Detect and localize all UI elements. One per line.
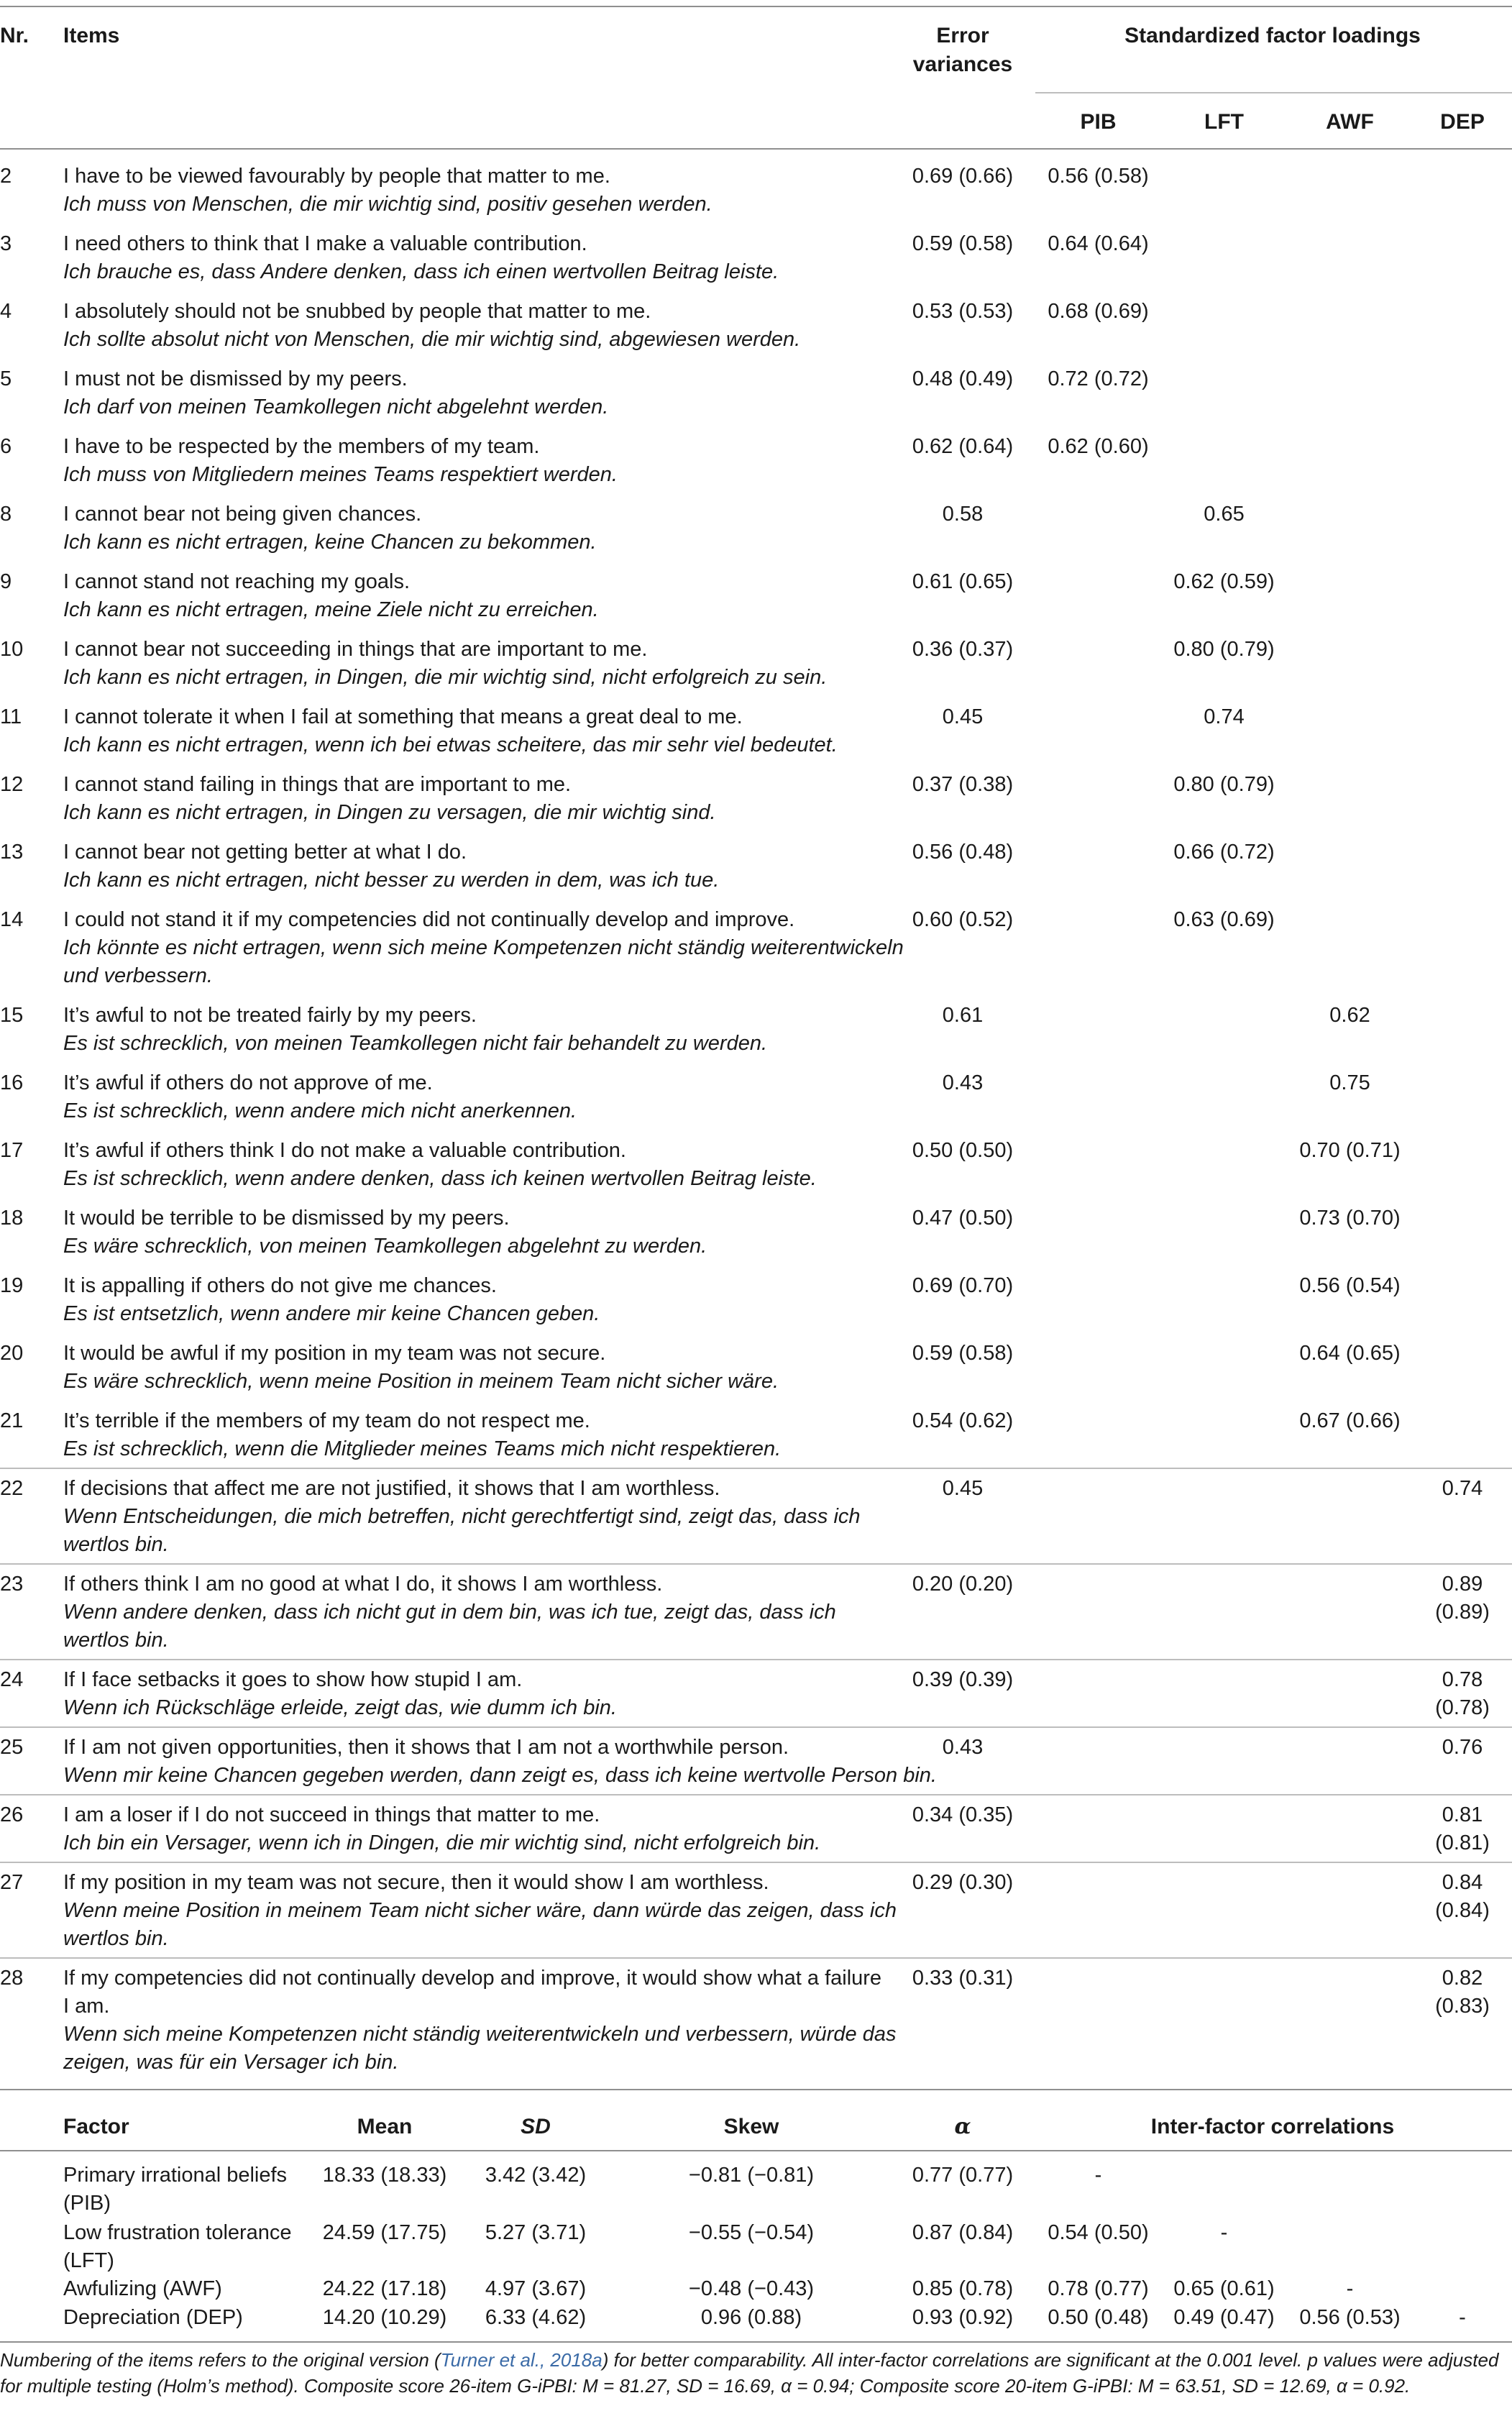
loading-awf: 0.75 [1329, 1071, 1370, 1094]
error-variance: 0.43 [942, 1071, 984, 1094]
item-text-en: I cannot bear not succeeding in things that are important to me. [63, 638, 648, 661]
factor-name: Depreciation (DEP) [63, 2306, 243, 2329]
item-number: 3 [0, 232, 12, 255]
item-text-en: I must not be dismissed by my peers. [63, 367, 408, 390]
loading-pib: 0.56 (0.58) [1048, 165, 1149, 188]
error-variance: 0.56 (0.48) [912, 841, 1014, 864]
header-items: Items [63, 24, 120, 47]
loading-pib: 0.64 (0.64) [1048, 232, 1149, 255]
row-separator-rule [0, 1726, 1512, 1728]
row-separator-rule [0, 1794, 1512, 1795]
t2-header-skew: Skew [723, 2115, 779, 2138]
item-number: 10 [0, 638, 24, 661]
item-number: 22 [0, 1477, 24, 1500]
item-text-de: Es ist entsetzlich, wenn andere mir keine Chancen geben. [63, 1302, 600, 1325]
error-variance: 0.45 [942, 705, 984, 728]
row-separator-rule [0, 1957, 1512, 1959]
item-text-de: Es ist schrecklich, wenn die Mitglieder meines Teams mich nicht respektieren. [63, 1437, 782, 1460]
error-variance: 0.62 (0.64) [912, 435, 1014, 458]
loading-lft: 0.62 (0.59) [1173, 570, 1275, 593]
factor-name: (LFT) [63, 2249, 114, 2272]
header-pib: PIB [1080, 110, 1117, 134]
item-text-en: It would be terrible to be dismissed by my peers. [63, 1207, 510, 1230]
item-number: 12 [0, 773, 24, 796]
item-number: 2 [0, 165, 12, 188]
factor-alpha: 0.77 (0.77) [912, 2164, 1014, 2187]
loading-awf: 0.73 (0.70) [1299, 1207, 1401, 1230]
loading-lft: 0.65 [1204, 503, 1245, 526]
item-text-de: Ich kann es nicht ertragen, in Dingen zu versagen, die mir wichtig sind. [63, 801, 716, 824]
header-dep: DEP [1440, 110, 1485, 134]
factor-mean: 18.33 (18.33) [322, 2164, 447, 2187]
footnote-reference-link[interactable]: Turner et al., 2018a [440, 2349, 602, 2371]
error-variance: 0.34 (0.35) [912, 1803, 1014, 1826]
header-error-variances-2: variances [912, 52, 1013, 76]
error-variance: 0.47 (0.50) [912, 1207, 1014, 1230]
row-separator-rule [0, 1468, 1512, 1469]
item-text-de: Ich muss von Mitgliedern meines Teams respektiert werden. [63, 463, 618, 486]
error-variance: 0.43 [942, 1736, 984, 1759]
table2-bottom-rule [0, 2341, 1512, 2343]
factor-mean: 14.20 (10.29) [322, 2306, 447, 2329]
error-variance: 0.37 (0.38) [912, 773, 1014, 796]
factor-alpha: 0.85 (0.78) [912, 2277, 1014, 2300]
item-text-de: Ich bin ein Versager, wenn ich in Dingen, die mir wichtig sind, nicht erfolgreich bin. [63, 1831, 821, 1854]
item-number: 18 [0, 1207, 24, 1230]
row-separator-rule [0, 1862, 1512, 1863]
factor-mean: 24.59 (17.75) [322, 2221, 447, 2244]
loading-awf: 0.70 (0.71) [1299, 1139, 1401, 1162]
item-number: 26 [0, 1803, 24, 1826]
item-number: 20 [0, 1342, 24, 1365]
factor-name: Low frustration tolerance [63, 2221, 292, 2244]
item-text-en: I cannot stand not reaching my goals. [63, 570, 411, 593]
item-text-de: Ich kann es nicht ertragen, wenn ich bei etwas scheitere, das mir sehr viel bedeutet. [63, 733, 838, 756]
factor-sd: 4.97 (3.67) [485, 2277, 587, 2300]
loading-dep: 0.89 [1442, 1573, 1483, 1596]
item-number: 28 [0, 1967, 24, 1990]
error-variance: 0.29 (0.30) [912, 1871, 1014, 1894]
item-text-de: Ich darf von meinen Teamkollegen nicht abgelehnt werden. [63, 395, 609, 418]
item-number: 21 [0, 1409, 24, 1432]
t2-header-factor: Factor [63, 2115, 129, 2138]
item-text-en: It would be awful if my position in my team was not secure. [63, 1342, 606, 1365]
item-text-en: I have to be viewed favourably by people that matter to me. [63, 165, 610, 188]
item-text-en: I cannot bear not being given chances. [63, 503, 422, 526]
error-variance: 0.61 (0.65) [912, 570, 1014, 593]
error-variance: 0.58 [942, 503, 984, 526]
item-text-de: Ich sollte absolut nicht von Menschen, die mir wichtig sind, abgewiesen werden. [63, 328, 801, 351]
factor-correlation: - [1459, 2306, 1466, 2329]
item-text-de: und verbessern. [63, 964, 213, 987]
table2-top-rule [0, 2089, 1512, 2090]
item-text-en: It is appalling if others do not give me chances. [63, 1274, 497, 1297]
error-variance: 0.45 [942, 1477, 984, 1500]
item-text-en: I need others to think that I make a valuable contribution. [63, 232, 587, 255]
item-text-en: If I face setbacks it goes to show how stupid I am. [63, 1668, 523, 1691]
item-number: 24 [0, 1668, 24, 1691]
item-text-de: Wenn andere denken, dass ich nicht gut in dem bin, was ich tue, zeigt das, dass ich [63, 1601, 836, 1624]
header-awf: AWF [1326, 110, 1374, 134]
loading-pib: 0.68 (0.69) [1048, 300, 1149, 323]
error-variance: 0.33 (0.31) [912, 1967, 1014, 1990]
item-number: 4 [0, 300, 12, 323]
header-nr: Nr. [0, 24, 29, 47]
footnote-line-1 [0, 2347, 1512, 2373]
error-variance: 0.60 (0.52) [912, 908, 1014, 931]
item-text-de: Ich könnte es nicht ertragen, wenn sich meine Kompetenzen nicht ständig weiterentwickeln [63, 936, 904, 959]
loading-dep: (0.78) [1435, 1696, 1490, 1719]
item-number: 11 [0, 705, 22, 728]
item-text-de: Wenn sich meine Kompetenzen nicht ständig weiterentwickeln und verbessern, würde das [63, 2023, 897, 2046]
factor-sd: 5.27 (3.71) [485, 2221, 587, 2244]
item-text-en: I am a loser if I do not succeed in things that matter to me. [63, 1803, 600, 1826]
item-text-en: If my position in my team was not secure, then it would show I am worthless. [63, 1871, 769, 1894]
item-text-en: If others think I am no good at what I do, it shows I am worthless. [63, 1573, 663, 1596]
error-variance: 0.59 (0.58) [912, 232, 1014, 255]
item-text-en: I am. [63, 1995, 110, 2018]
loading-awf: 0.67 (0.66) [1299, 1409, 1401, 1432]
item-number: 14 [0, 908, 24, 931]
loadings-subheader-rule [1035, 92, 1512, 93]
loading-dep: 0.84 [1442, 1871, 1483, 1894]
loading-lft: 0.80 (0.79) [1173, 638, 1275, 661]
loading-dep: (0.81) [1435, 1831, 1490, 1854]
loading-lft: 0.80 (0.79) [1173, 773, 1275, 796]
footnote-line-1-pre: Numbering of the items refers to the original version ( [0, 2349, 441, 2371]
loading-pib: 0.72 (0.72) [1048, 367, 1149, 390]
loading-dep: 0.76 [1442, 1736, 1483, 1759]
item-text-de: Ich kann es nicht ertragen, keine Chancen zu bekommen. [63, 531, 597, 554]
t2-header-correlations: Inter-factor correlations [1150, 2115, 1395, 2138]
header-error-variances-1: Error [936, 24, 989, 47]
error-variance: 0.69 (0.66) [912, 165, 1014, 188]
item-text-de: wertlos bin. [63, 1533, 169, 1556]
loading-pib: 0.62 (0.60) [1048, 435, 1149, 458]
item-number: 25 [0, 1736, 24, 1759]
loading-dep: (0.84) [1435, 1899, 1490, 1922]
item-text-en: It’s terrible if the members of my team do not respect me. [63, 1409, 590, 1432]
factor-skew: 0.96 (0.88) [700, 2306, 802, 2329]
factor-sd: 3.42 (3.42) [485, 2164, 587, 2187]
factor-correlation: - [1346, 2277, 1354, 2300]
item-number: 23 [0, 1573, 24, 1596]
item-text-de: Ich kann es nicht ertragen, meine Ziele nicht zu erreichen. [63, 598, 599, 621]
factor-correlation: 0.65 (0.61) [1173, 2277, 1275, 2300]
item-number: 15 [0, 1004, 24, 1027]
footnote-line-1-post: ) for better comparability. All inter-factor correlations are significant at the 0.001 level. p values were adjusted [602, 2349, 1499, 2371]
loading-dep: 0.74 [1442, 1477, 1483, 1500]
item-text-de: Es ist schrecklich, wenn andere denken, dass ich keinen wertvollen Beitrag leiste. [63, 1167, 817, 1190]
loading-lft: 0.74 [1204, 705, 1245, 728]
factor-sd: 6.33 (4.62) [485, 2306, 587, 2329]
header-lft: LFT [1204, 110, 1244, 134]
item-number: 16 [0, 1071, 24, 1094]
error-variance: 0.20 (0.20) [912, 1573, 1014, 1596]
t2-header-mean: Mean [357, 2115, 413, 2138]
table2-header-rule [0, 2150, 1512, 2151]
factor-correlation: 0.56 (0.53) [1299, 2306, 1401, 2329]
item-text-en: It’s awful if others think I do not make a valuable contribution. [63, 1139, 626, 1162]
item-text-en: I could not stand it if my competencies did not continually develop and improve. [63, 908, 795, 931]
item-text-de: Es ist schrecklich, wenn andere mich nicht anerkennen. [63, 1099, 577, 1122]
factor-correlation: 0.50 (0.48) [1048, 2306, 1149, 2329]
item-text-en: It’s awful if others do not approve of me. [63, 1071, 433, 1094]
factor-alpha: 0.87 (0.84) [912, 2221, 1014, 2244]
error-variance: 0.48 (0.49) [912, 367, 1014, 390]
loading-lft: 0.66 (0.72) [1173, 841, 1275, 864]
item-text-de: Ich kann es nicht ertragen, nicht besser zu werden in dem, was ich tue. [63, 869, 720, 892]
table1-top-rule [0, 6, 1512, 7]
header-factor-loadings: Standardized factor loadings [1124, 24, 1421, 47]
factor-skew: −0.55 (−0.54) [688, 2221, 815, 2244]
item-text-de: Ich kann es nicht ertragen, in Dingen, die mir wichtig sind, nicht erfolgreich zu sein. [63, 666, 828, 689]
item-text-en: I cannot tolerate it when I fail at something that means a great deal to me. [63, 705, 743, 728]
item-text-en: It’s awful to not be treated fairly by my peers. [63, 1004, 477, 1027]
loading-dep: (0.83) [1435, 1995, 1490, 2018]
factor-correlation: 0.49 (0.47) [1173, 2306, 1275, 2329]
item-number: 17 [0, 1139, 24, 1162]
item-text-en: I have to be respected by the members of my team. [63, 435, 540, 458]
item-number: 13 [0, 841, 24, 864]
error-variance: 0.54 (0.62) [912, 1409, 1014, 1432]
factor-correlation: - [1094, 2164, 1102, 2187]
item-text-de: Ich brauche es, dass Andere denken, dass ich einen wertvollen Beitrag leiste. [63, 260, 779, 283]
item-text-en: I cannot stand failing in things that are important to me. [63, 773, 572, 796]
item-number: 6 [0, 435, 12, 458]
loading-dep: 0.78 [1442, 1668, 1483, 1691]
factor-skew: −0.81 (−0.81) [688, 2164, 815, 2187]
t2-header-sd: SD [521, 2115, 551, 2138]
table1-header-rule [0, 148, 1512, 150]
item-text-de: Wenn mir keine Chancen gegeben werden, dann zeigt es, dass ich keine wertvolle Person bin. [63, 1764, 937, 1787]
item-text-en: If decisions that affect me are not justified, it shows that I am worthless. [63, 1477, 720, 1500]
item-text-de: wertlos bin. [63, 1629, 169, 1652]
item-text-en: I cannot bear not getting better at what I do. [63, 841, 467, 864]
item-text-de: Wenn Entscheidungen, die mich betreffen, nicht gerechtfertigt sind, zeigt das, dass ich [63, 1505, 861, 1528]
error-variance: 0.61 [942, 1004, 984, 1027]
error-variance: 0.59 (0.58) [912, 1342, 1014, 1365]
item-number: 27 [0, 1871, 24, 1894]
factor-skew: −0.48 (−0.43) [688, 2277, 815, 2300]
item-text-de: Wenn meine Position in meinem Team nicht sicher wäre, dann würde das zeigen, dass ich [63, 1899, 897, 1922]
item-text-de: Es wäre schrecklich, von meinen Teamkollegen abgelehnt zu werden. [63, 1235, 707, 1258]
factor-mean: 24.22 (17.18) [322, 2277, 447, 2300]
factor-name: (PIB) [63, 2192, 111, 2215]
error-variance: 0.50 (0.50) [912, 1139, 1014, 1162]
loading-lft: 0.63 (0.69) [1173, 908, 1275, 931]
row-separator-rule [0, 1659, 1512, 1660]
item-text-en: If my competencies did not continually develop and improve, it would show what a failure [63, 1967, 882, 1990]
footnote-line-2: for multiple testing (Holm’s method). Composite score 26-item G-iPBI: M = 81.27, SD = 16.69, α = 0.94; Composite score 20-item G-iPBI: M = 63.51, SD = 12.69, α = 0.92. [0, 2375, 1411, 2397]
error-variance: 0.39 (0.39) [912, 1668, 1014, 1691]
item-text-de: zeigen, was für ein Versager ich bin. [63, 2051, 399, 2074]
item-number: 9 [0, 570, 12, 593]
loading-dep: 0.82 [1442, 1967, 1483, 1990]
loading-awf: 0.62 [1329, 1004, 1370, 1027]
loading-dep: (0.89) [1435, 1601, 1490, 1624]
row-separator-rule [0, 1563, 1512, 1565]
error-variance: 0.53 (0.53) [912, 300, 1014, 323]
factor-correlation: 0.78 (0.77) [1048, 2277, 1149, 2300]
item-text-en: If I am not given opportunities, then it shows that I am not a worthwhile person. [63, 1736, 789, 1759]
factor-name: Awfulizing (AWF) [63, 2277, 222, 2300]
item-text-de: Wenn ich Rückschläge erleide, zeigt das, wie dumm ich bin. [63, 1696, 617, 1719]
t2-header-alpha: α [954, 2114, 971, 2139]
item-text-en: I absolutely should not be snubbed by people that matter to me. [63, 300, 651, 323]
item-number: 19 [0, 1274, 24, 1297]
item-number: 5 [0, 367, 12, 390]
error-variance: 0.69 (0.70) [912, 1274, 1014, 1297]
item-number: 8 [0, 503, 12, 526]
item-text-de: Ich muss von Menschen, die mir wichtig sind, positiv gesehen werden. [63, 193, 713, 216]
item-text-de: wertlos bin. [63, 1927, 169, 1950]
item-text-de: Es ist schrecklich, von meinen Teamkollegen nicht fair behandelt zu werden. [63, 1032, 768, 1055]
factor-correlation: - [1220, 2221, 1228, 2244]
factor-alpha: 0.93 (0.92) [912, 2306, 1014, 2329]
item-text-de: Es wäre schrecklich, wenn meine Position in meinem Team nicht sicher wäre. [63, 1370, 779, 1393]
loading-awf: 0.56 (0.54) [1299, 1274, 1401, 1297]
factor-name: Primary irrational beliefs [63, 2164, 288, 2187]
loading-dep: 0.81 [1442, 1803, 1483, 1826]
loading-awf: 0.64 (0.65) [1299, 1342, 1401, 1365]
error-variance: 0.36 (0.37) [912, 638, 1014, 661]
factor-correlation: 0.54 (0.50) [1048, 2221, 1149, 2244]
